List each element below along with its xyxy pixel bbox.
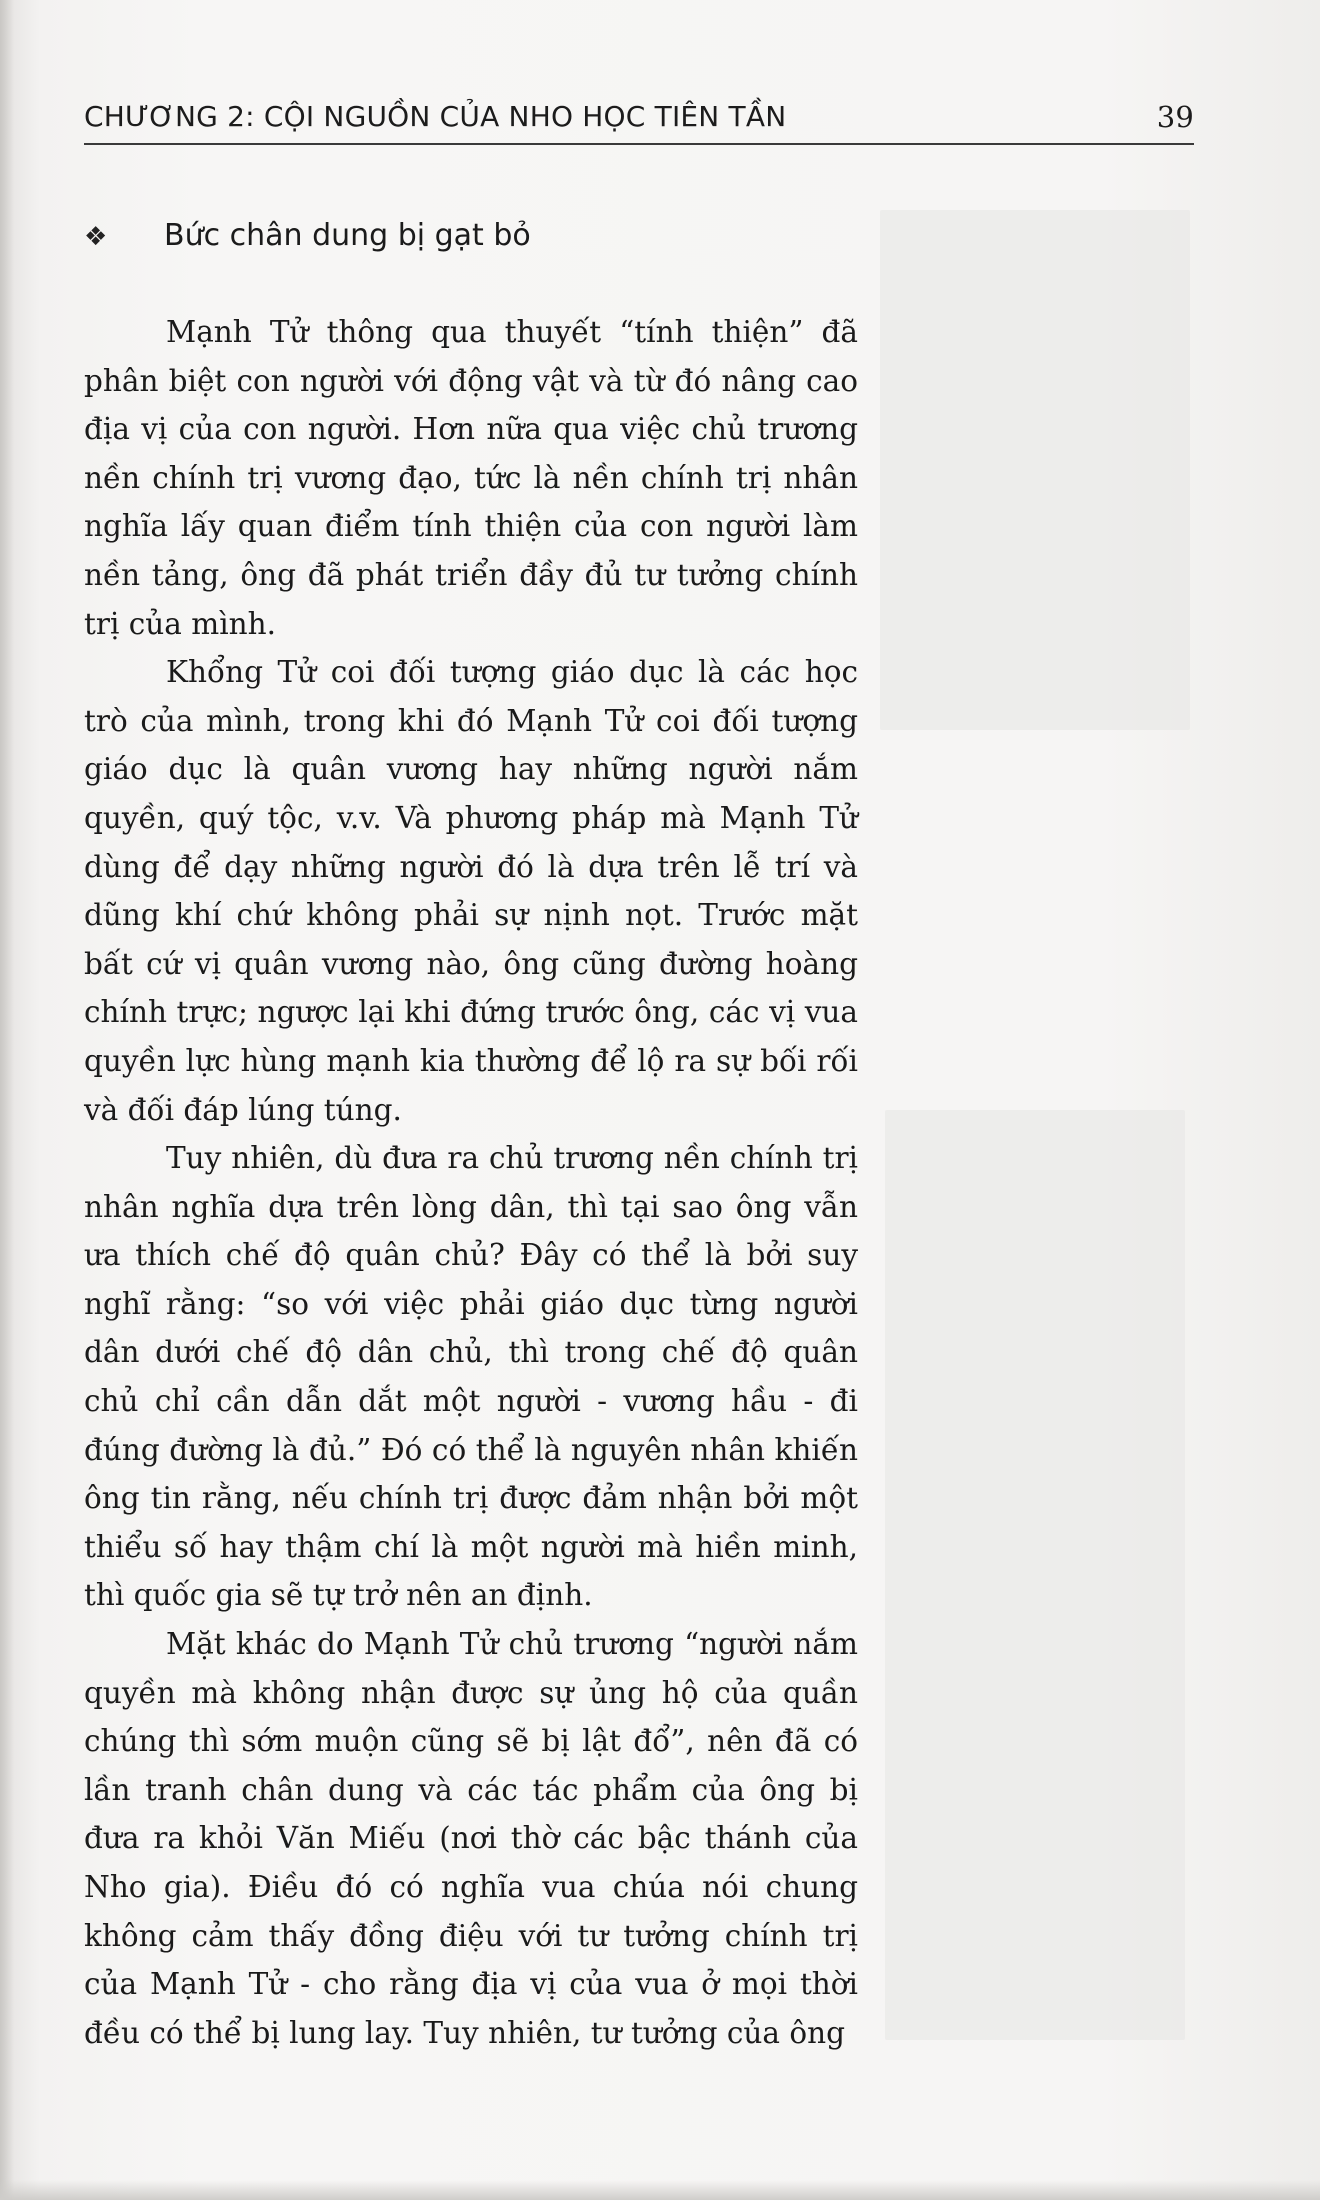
show-through-shadow-top (880, 210, 1190, 730)
section-heading (84, 218, 531, 253)
paragraph: Mạnh Tử thông qua thuyết “tính thiện” đã phân biệt con người với động vật và từ đó nâng cao địa vị của con người. Hơn nữa qua việc chủ trương nền chính trị vương đạo, tức là nền chính trị nhân nghĩa lấy quan điểm tính thiện của con người làm nền tảng, ông đã phát triển đầy đủ tư tưởng chính trị của mình. (84, 315, 858, 641)
page-bottom-edge (0, 2180, 1320, 2200)
header-rule (84, 143, 1194, 145)
running-head (84, 100, 1194, 140)
section-title: Bức chân dung bị gạt bỏ (164, 218, 531, 253)
page-number: 39 (1156, 100, 1194, 134)
chapter-title: CHƯƠNG 2: CỘI NGUỒN CỦA NHO HỌC TIÊN TẦN (84, 100, 787, 133)
body-text (84, 308, 858, 2057)
show-through-shadow-bottom (885, 1110, 1185, 2040)
paragraph: Mặt khác do Mạnh Tử chủ trương “người nắm quyền mà không nhận được sự ủng hộ của quần chúng thì sớm muộn cũng sẽ bị lật đổ”, nên đã có lần tranh chân dung và các tác phẩm của ông bị đưa ra khỏi Văn Miếu (nơi thờ các bậc thánh của Nho gia). Điều đó có nghĩa vua chúa nói chung không cảm thấy đồng điệu với tư tưởng chính trị của Mạnh Tử - cho rằng địa vị của vua ở mọi thời đều có thể bị lung lay. Tuy nhiên, tư tưởng của ông (84, 1627, 858, 2050)
spine-edge (0, 0, 14, 2200)
diamond-bullet-icon: ❖ (84, 222, 108, 252)
paragraph: Tuy nhiên, dù đưa ra chủ trương nền chính trị nhân nghĩa dựa trên lòng dân, thì tại sao ông vẫn ưa thích chế độ quân chủ? Đây có thể là bởi suy nghĩ rằng: “so với việc phải giáo dục từng người dân dưới chế độ dân chủ, thì trong chế độ quân chủ chỉ cần dẫn dắt một người - vương hầu - đi đúng đường là đủ.” Đó có thể là nguyên nhân khiến ông tin rằng, nếu chính trị được đảm nhận bởi một thiểu số hay thậm chí là một người mà hiền minh, thì quốc gia sẽ tự trở nên an định. (84, 1141, 858, 1613)
paragraph: Khổng Tử coi đối tượng giáo dục là các học trò của mình, trong khi đó Mạnh Tử coi đối tượng giáo dục là quân vương hay những người nắm quyền, quý tộc, v.v. Và phương pháp mà Mạnh Tử dùng để dạy những người đó là dựa trên lễ trí và dũng khí chứ không phải sự nịnh nọt. Trước mặt bất cứ vị quân vương nào, ông cũng đường hoàng chính trực; ngược lại khi đứng trước ông, các vị vua quyền lực hùng mạnh kia thường để lộ ra sự bối rối và đối đáp lúng túng. (84, 655, 858, 1127)
